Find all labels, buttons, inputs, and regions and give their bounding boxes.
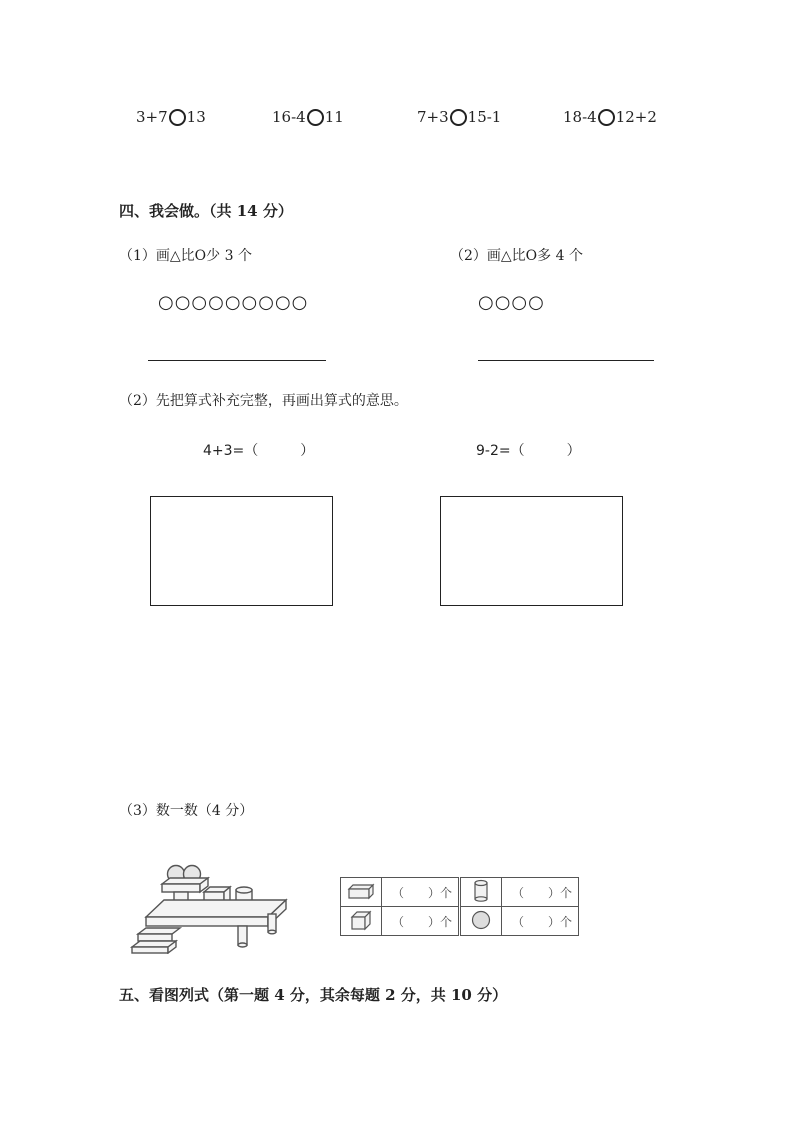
- compare-right: 13: [186, 108, 206, 126]
- sphere-icon: [470, 909, 492, 931]
- compare-circle-blank[interactable]: [169, 109, 186, 126]
- cube-cell: [341, 907, 382, 936]
- equation-1: 4+3=（ ）: [203, 443, 315, 459]
- drawing-box-2[interactable]: [440, 496, 623, 606]
- cuboid-cell: [341, 878, 382, 907]
- compare-circle-blank[interactable]: [307, 109, 324, 126]
- drawing-box-1[interactable]: [150, 496, 333, 606]
- compare-right: 12+2: [615, 108, 657, 126]
- cube-count-cell[interactable]: （ ）个: [382, 907, 460, 936]
- cylinder-count-cell[interactable]: （ ）个: [502, 878, 579, 907]
- compare-right: 15-1: [467, 108, 502, 126]
- compare-item-4: [563, 108, 657, 126]
- compare-right: 11: [324, 108, 344, 126]
- compare-left: 7+3: [417, 108, 449, 126]
- compare-left: 18-4: [563, 108, 597, 126]
- table-row: [341, 907, 579, 936]
- solid-shapes-icon: [128, 862, 298, 954]
- q2-label: （2）画△比O多 4 个: [450, 248, 583, 264]
- q3-label: （2）先把算式补充完整，再画出算式的意思。: [119, 393, 408, 409]
- compare-item-1: [136, 108, 206, 126]
- cuboid-icon: [346, 882, 376, 900]
- q1-circles: ○○○○○○○○○: [158, 292, 309, 313]
- cube-icon: [349, 909, 373, 931]
- counting-table: [340, 877, 579, 936]
- equation-2: 9-2=（ ）: [476, 443, 581, 459]
- compare-left: 3+7: [136, 108, 168, 126]
- sphere-count-cell[interactable]: （ ）个: [502, 907, 579, 936]
- compare-item-2: [272, 108, 344, 126]
- section-5-title: 五、看图列式（第一题 4 分，其余每题 2 分，共 10 分）: [119, 986, 508, 1004]
- sphere-cell: [460, 907, 502, 936]
- q2-circles: ○○○○: [478, 292, 545, 313]
- cylinder-icon: [471, 879, 491, 903]
- compare-circle-blank[interactable]: [450, 109, 467, 126]
- q1-label: （1）画△比O少 3 个: [119, 248, 252, 264]
- compare-left: 16-4: [272, 108, 306, 126]
- q4-label: （3）数一数（4 分）: [119, 803, 254, 819]
- q2-answer-line[interactable]: [478, 360, 654, 361]
- q1-answer-line[interactable]: [148, 360, 326, 361]
- cuboid-count-cell[interactable]: （ ）个: [382, 878, 460, 907]
- cylinder-cell: [460, 878, 502, 907]
- compare-circle-blank[interactable]: [598, 109, 615, 126]
- section-4-title: 四、我会做。（共 14 分）: [119, 202, 293, 220]
- compare-item-3: [417, 108, 501, 126]
- block-structure-illustration: [128, 862, 298, 954]
- table-row: [341, 878, 579, 907]
